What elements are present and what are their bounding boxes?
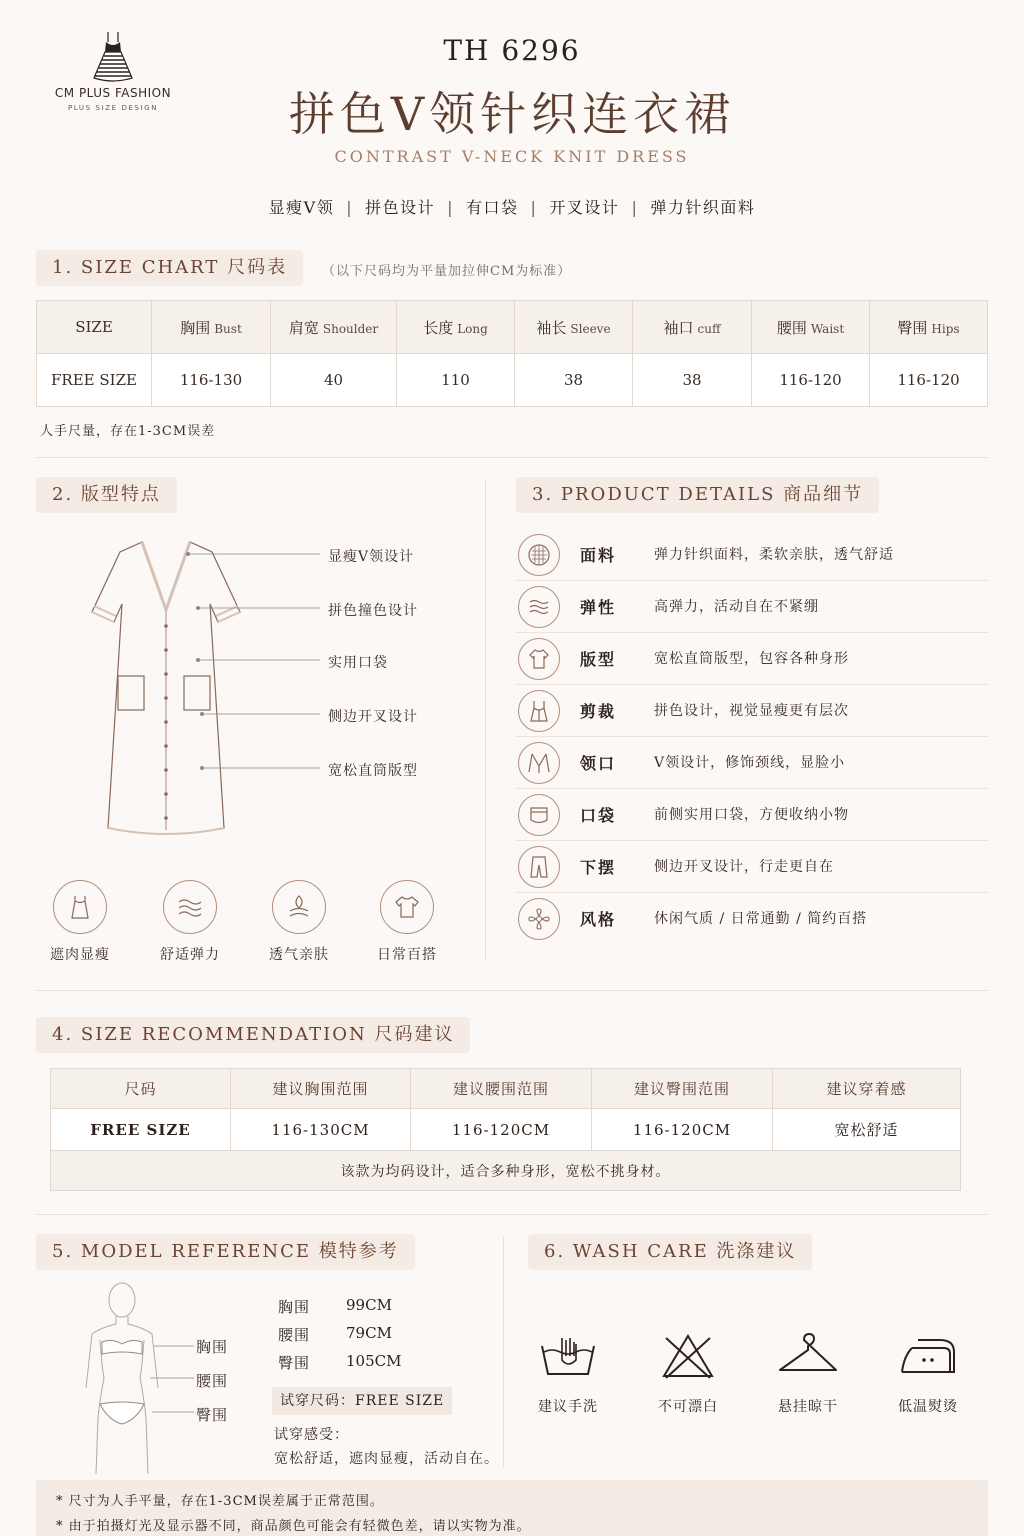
model-measure-key: 臀围 <box>278 1354 311 1372</box>
wash-item <box>868 1330 988 1416</box>
fit-label: 实用口袋 <box>328 655 388 671</box>
model-measure-value: 99CM <box>346 1296 392 1314</box>
detail-label: 剪裁 <box>580 702 617 721</box>
table-cell: 38 <box>515 354 633 407</box>
table-header-cell <box>752 301 870 354</box>
table-header-cell: 建议臀围范围 <box>592 1069 773 1109</box>
detail-label: 面料 <box>580 546 617 565</box>
list-item <box>516 789 988 841</box>
feature-line <box>0 195 1024 218</box>
table-header-cell <box>271 301 397 354</box>
dress-illustration-icon <box>80 530 340 840</box>
low-iron-icon <box>896 1330 960 1382</box>
brand-name: CM PLUS FASHION <box>54 86 172 100</box>
table-cell: 宽松舒适 <box>773 1109 961 1151</box>
detail-text: 前侧实用口袋，方便收纳小物 <box>654 807 849 823</box>
wash-label: 低温熨烫 <box>898 1399 958 1415</box>
divider <box>36 990 988 991</box>
header-cn: 袖长 <box>536 318 567 337</box>
feature-separator: | <box>346 198 354 217</box>
fit-feature <box>25 880 135 964</box>
header-cn: 胸围 <box>180 318 211 337</box>
fit-label: 侧边开叉设计 <box>328 709 418 725</box>
fit-feature <box>352 880 462 964</box>
flower-style-icon <box>518 898 560 940</box>
table-cell: 116-130CM <box>231 1109 411 1151</box>
header-en: cuff <box>697 321 721 336</box>
cut-icon <box>518 690 560 732</box>
hem-slit-icon <box>518 846 560 888</box>
feature-separator: | <box>631 198 639 217</box>
section-title-details: 3. PRODUCT DETAILS 商品细节 <box>516 477 879 513</box>
section-title-recommendation: 4. SIZE RECOMMENDATION 尺码建议 <box>36 1017 470 1053</box>
wash-item <box>748 1330 868 1416</box>
table-cell: FREE SIZE <box>37 354 152 407</box>
model-figure-icon <box>70 1278 200 1474</box>
feature-separator: | <box>530 198 538 217</box>
detail-label: 弹性 <box>580 598 617 617</box>
table-header-cell <box>397 301 515 354</box>
table-cell: FREE SIZE <box>51 1109 231 1151</box>
fit-feature <box>244 880 354 964</box>
product-code: TH 6296 <box>443 34 581 67</box>
section-title-model: 5. MODEL REFERENCE 模特参考 <box>36 1234 415 1270</box>
table-row <box>37 354 988 407</box>
model-tag-waist: 腰围 <box>196 1372 229 1390</box>
table-header-cell: 建议胸围范围 <box>231 1069 411 1109</box>
table-header-cell <box>870 301 988 354</box>
table-cell: 40 <box>271 354 397 407</box>
header-en: Sleeve <box>570 321 611 336</box>
header-cn: 袖口 <box>663 318 694 337</box>
detail-text: 高弹力，活动自在不紧绷 <box>654 599 819 615</box>
table-footer-row <box>51 1151 961 1191</box>
header-en: Long <box>457 321 488 336</box>
table-cell: 116-120CM <box>592 1109 773 1151</box>
product-title: 拼色V领针织连衣裙 <box>288 87 736 141</box>
header-cn: 长度 <box>423 318 454 337</box>
divider-vertical <box>485 480 486 960</box>
table-cell: 116-120 <box>870 354 988 407</box>
model-tag-hips: 臀围 <box>196 1406 229 1424</box>
list-item <box>516 737 988 789</box>
detail-text: 侧边开叉设计，行走更自在 <box>654 859 834 875</box>
table-header-cell: 尺码 <box>51 1069 231 1109</box>
wash-label: 不可漂白 <box>658 1399 718 1415</box>
fit-feature-label: 透气亲肤 <box>269 947 329 963</box>
detail-label: 下摆 <box>580 858 617 877</box>
feature-item: 拼色设计 <box>365 198 436 217</box>
feature-item: 有口袋 <box>466 198 519 217</box>
no-bleach-icon <box>656 1330 720 1382</box>
fit-feature-label: 日常百搭 <box>377 947 437 963</box>
detail-label: 版型 <box>580 650 617 669</box>
header-en: Bust <box>214 321 242 336</box>
slim-top-icon <box>53 880 107 934</box>
pocket-icon <box>518 794 560 836</box>
stretch-wave-icon <box>518 586 560 628</box>
fit-feature-label: 舒适弹力 <box>160 947 220 963</box>
dress-shape-icon <box>518 638 560 680</box>
table-cell: 110 <box>397 354 515 407</box>
list-item <box>516 581 988 633</box>
footer-note: * 由于拍摄灯光及显示器不同，商品颜色可能会有轻微色差，请以实物为准。 <box>56 1519 531 1534</box>
feature-separator: | <box>447 198 455 217</box>
divider-vertical <box>503 1236 504 1468</box>
fit-feature-label: 遮肉显瘦 <box>50 947 110 963</box>
fit-feature <box>135 880 245 964</box>
header-cn: 臀围 <box>897 318 928 337</box>
detail-label: 领口 <box>580 754 617 773</box>
footer-note: * 尺寸为人手平量，存在1-3CM误差属于正常范围。 <box>56 1494 384 1509</box>
header-cn: 肩宽 <box>288 318 319 337</box>
model-measure-value: 79CM <box>346 1324 392 1342</box>
table-header-row <box>51 1069 961 1109</box>
table-cell: 116-130 <box>152 354 271 407</box>
divider <box>36 457 988 458</box>
table-cell: 38 <box>633 354 752 407</box>
table-header-cell <box>37 301 152 354</box>
header-cn: SIZE <box>75 318 113 336</box>
model-tag-bust: 胸围 <box>196 1338 229 1356</box>
header-en: Waist <box>810 321 845 336</box>
feature-item: 显瘦V领 <box>268 198 335 217</box>
header-cn: 腰围 <box>776 318 807 337</box>
detail-text: 宽松直筒版型，包容各种身形 <box>654 651 849 667</box>
table-header-cell <box>633 301 752 354</box>
recommendation-note: 该款为均码设计，适合多种身形，宽松不挑身材。 <box>51 1151 961 1191</box>
size-chart-table <box>36 300 988 407</box>
brand-tagline: PLUS SIZE DESIGN <box>67 104 159 112</box>
model-measure-key: 胸围 <box>278 1298 311 1316</box>
model-try-size: 试穿尺码：FREE SIZE <box>272 1387 452 1415</box>
table-row <box>51 1109 961 1151</box>
list-item <box>516 633 988 685</box>
detail-text: 休闲气质 / 日常通勤 / 简约百搭 <box>654 911 868 927</box>
section-title-size-chart: 1. SIZE CHART 尺码表 <box>36 250 303 286</box>
fit-label: 显瘦V领设计 <box>328 549 415 565</box>
detail-text: 弹力针织面料，柔软亲肤，透气舒适 <box>654 547 894 563</box>
list-item <box>516 841 988 893</box>
list-item <box>516 893 988 945</box>
breathable-leaf-icon <box>272 880 326 934</box>
wash-label: 建议手洗 <box>538 1399 598 1415</box>
size-chart-note: 人手尺量，存在1-3CM误差 <box>40 424 216 439</box>
section-title-fit: 2. 版型特点 <box>36 477 177 513</box>
detail-text: 拼色设计，视觉显瘦更有层次 <box>654 703 849 719</box>
collar-icon <box>518 742 560 784</box>
table-header-cell <box>515 301 633 354</box>
table-header-cell <box>152 301 271 354</box>
detail-label: 风格 <box>580 910 617 929</box>
stretch-wave-icon <box>163 880 217 934</box>
hand-wash-icon <box>536 1330 600 1382</box>
divider <box>36 1214 988 1215</box>
section-title-wash: 6. WASH CARE 洗涤建议 <box>528 1234 812 1270</box>
hanger-icon <box>776 1330 840 1382</box>
fit-label: 宽松直筒版型 <box>328 763 418 779</box>
product-title-en: CONTRAST V-NECK KNIT DRESS <box>334 147 690 166</box>
model-measure-value: 105CM <box>346 1352 402 1370</box>
wash-label: 悬挂晾干 <box>778 1399 838 1415</box>
table-cell: 116-120 <box>752 354 870 407</box>
header-en: Shoulder <box>322 321 379 336</box>
table-cell: 116-120CM <box>411 1109 592 1151</box>
table-header-cell: 建议穿着感 <box>773 1069 961 1109</box>
wash-item <box>508 1330 628 1416</box>
list-item <box>516 685 988 737</box>
feature-item: 开叉设计 <box>549 198 620 217</box>
table-header-cell: 建议腰围范围 <box>411 1069 592 1109</box>
table-header-row <box>37 301 988 354</box>
recommendation-table <box>50 1068 961 1191</box>
fit-label: 拼色撞色设计 <box>328 603 418 619</box>
model-feel-text: 宽松舒适，遮肉显瘦，活动自在。 <box>274 1451 499 1467</box>
model-measure-key: 腰围 <box>278 1326 311 1344</box>
model-feel-title: 试穿感受： <box>274 1427 349 1443</box>
wash-item <box>628 1330 748 1416</box>
header-en: Hips <box>931 321 960 336</box>
tshirt-icon <box>380 880 434 934</box>
list-item <box>516 529 988 581</box>
feature-item: 弹力针织面料 <box>650 198 756 217</box>
size-chart-hint: （以下尺码均为平量加拉伸CM为标准） <box>322 264 572 279</box>
detail-label: 口袋 <box>580 806 617 825</box>
fabric-knit-icon <box>518 534 560 576</box>
detail-text: V领设计，修饰颈线，显脸小 <box>654 755 846 771</box>
